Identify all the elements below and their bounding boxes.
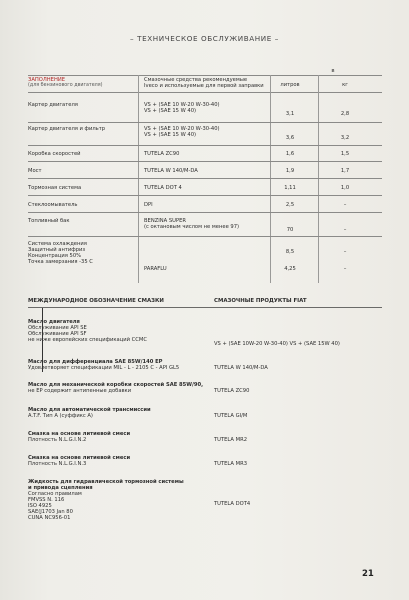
manual-page: – ТЕХНИЧЕСКОЕ ОБСЛУЖИВАНИЕ – в ЗАПОЛНЕНИЕ (для бензинового двигателя) Смазочные средства рекомендуемые Ivecо и используемые для первой заправки литров кг Картер двигателя VS + (SAE 10 W-20 W-30-40) VS + (SAE 15 W 40) 3,1 2,8 Картер двигателя и фильтр VS + (SAE 10 W-20 W-30-40) VS + (SAE 15 W 40) 3,6 3,2 Коробка скоростей TUTELA ZC90 1,6 1,5 Мост TUTELA W 140/M-DA 1,9 1,7 Тормозная система TUTELA DOT 4 1,11 1,0 Стеклоомыватель DPI 2,5 – Топливный бак BENZINA SUPER (с октановым числом не менее 97) 70 – Система охлаждения Защитный антифриз Концентрация 50% Точка замерзания -35 С PARAFLU 8,5 4,25 – – МЕЖДУНАРОДНОЕ ОБОЗНАЧЕНИЕ СМАЗКИ СМАЗОЧНЫЕ ПРОДУКТЫ FIAT Масло двигателя Обслуживание API SE Обслуживание API SF не ниже европейских спецификаций CCMC VS + (SAE 10W-20 W-30-40) VS + (SAE 15W 40) Масло для дифференциала SAE 85W/140 EP Удовлетворяет спецификации MIL - L - 2105 C - API GL5 TUTELA W 140/M-DA Масло для механической коробки скоростей SAE 85W/90, не EP содержит антипенные добавки TUTELA ZC90 Масло для автоматической трансмиссии A.T.F. Тип А (суффикс А) TUTELA GI/M Смазка на основе литиевой смеси Плотность N.L.G.I.N.2 TUTELA MR2 Смазка на основе литиевой смеси Плотность N.L.G.I.N.3 TUTELA MR3 Жидкость для гидравлической тормозной системы и привода сцепления Согласно правилам FMVSS N. 116 ISO 4925 SAE(J1703 Jan 80 CUNA NC956-01 TUTELA DOT4 21 <box>0 0 409 600</box>
spec-entry-brake-fluid: Жидкость для гидравлической тормозной системы и привода сцепления Согласно правилам FMVSS N. 116 ISO 4925 SAE(J1703 Jan 80 CUNA NC956-01 TUTELA DOT4 <box>28 479 251 521</box>
table-top-rule <box>28 75 382 76</box>
row-rule <box>28 161 382 162</box>
spec-entry-lithium-grease-2: Смазка на основе литиевой смеси Плотность N.L.G.I.N.2 TUTELA MR2 <box>28 431 247 443</box>
page-header: – ТЕХНИЧЕСКОЕ ОБСЛУЖИВАНИЕ – <box>130 34 279 43</box>
row-rule <box>28 178 382 179</box>
col-header-lubricant-2: Ivecо и используемые для первой заправки <box>144 83 264 89</box>
unit-label: в <box>331 68 335 74</box>
row-rule <box>28 236 382 237</box>
section-rule <box>28 307 382 308</box>
row-rule <box>28 195 382 196</box>
fiat-products-title: СМАЗОЧНЫЕ ПРОДУКТЫ FIAT <box>214 298 307 304</box>
header-bottom-rule <box>28 92 382 93</box>
row-rule <box>28 122 382 123</box>
col-divider <box>318 75 319 283</box>
col-header-lubricant: Смазочные средства рекомендуемые <box>144 77 248 83</box>
spec-entry-lithium-grease-3: Смазка на основе литиевой смеси Плотность N.L.G.I.N.3 TUTELA MR3 <box>28 455 247 467</box>
intl-designation-title: МЕЖДУНАРОДНОЕ ОБОЗНАЧЕНИЕ СМАЗКИ <box>28 298 164 304</box>
col-header-kg: кг <box>342 82 348 88</box>
spec-entry-diff-oil: Масло для дифференциала SAE 85W/140 EP Удовлетворяет спецификации MIL - L - 2105 C - API GL5 TUTELA W 140/M-DA <box>28 359 268 371</box>
col-header-liters: литров <box>280 82 300 88</box>
col-header-fill-note: (для бензинового двигателя) <box>28 83 103 88</box>
row-rule <box>28 212 382 213</box>
col-divider <box>138 75 139 283</box>
col-header-fill: ЗАПОЛНЕНИЕ <box>28 77 65 83</box>
spec-entry-gearbox-oil: Масло для механической коробки скоростей SAE 85W/90, не EP содержит антипенные добавки TUTELA ZC90 <box>28 382 250 394</box>
row-rule <box>28 145 382 146</box>
page-number: 21 <box>362 569 374 579</box>
spec-entry-atf: Масло для автоматической трансмиссии A.T.F. Тип А (суффикс А) TUTELA GI/M <box>28 407 248 419</box>
spec-entry-engine-oil: Масло двигателя Обслуживание API SE Обслуживание API SF не ниже европейских спецификаций CCMC VS + (SAE 10W-20 W-30-40) VS + (SAE 15W 40) <box>28 319 340 347</box>
